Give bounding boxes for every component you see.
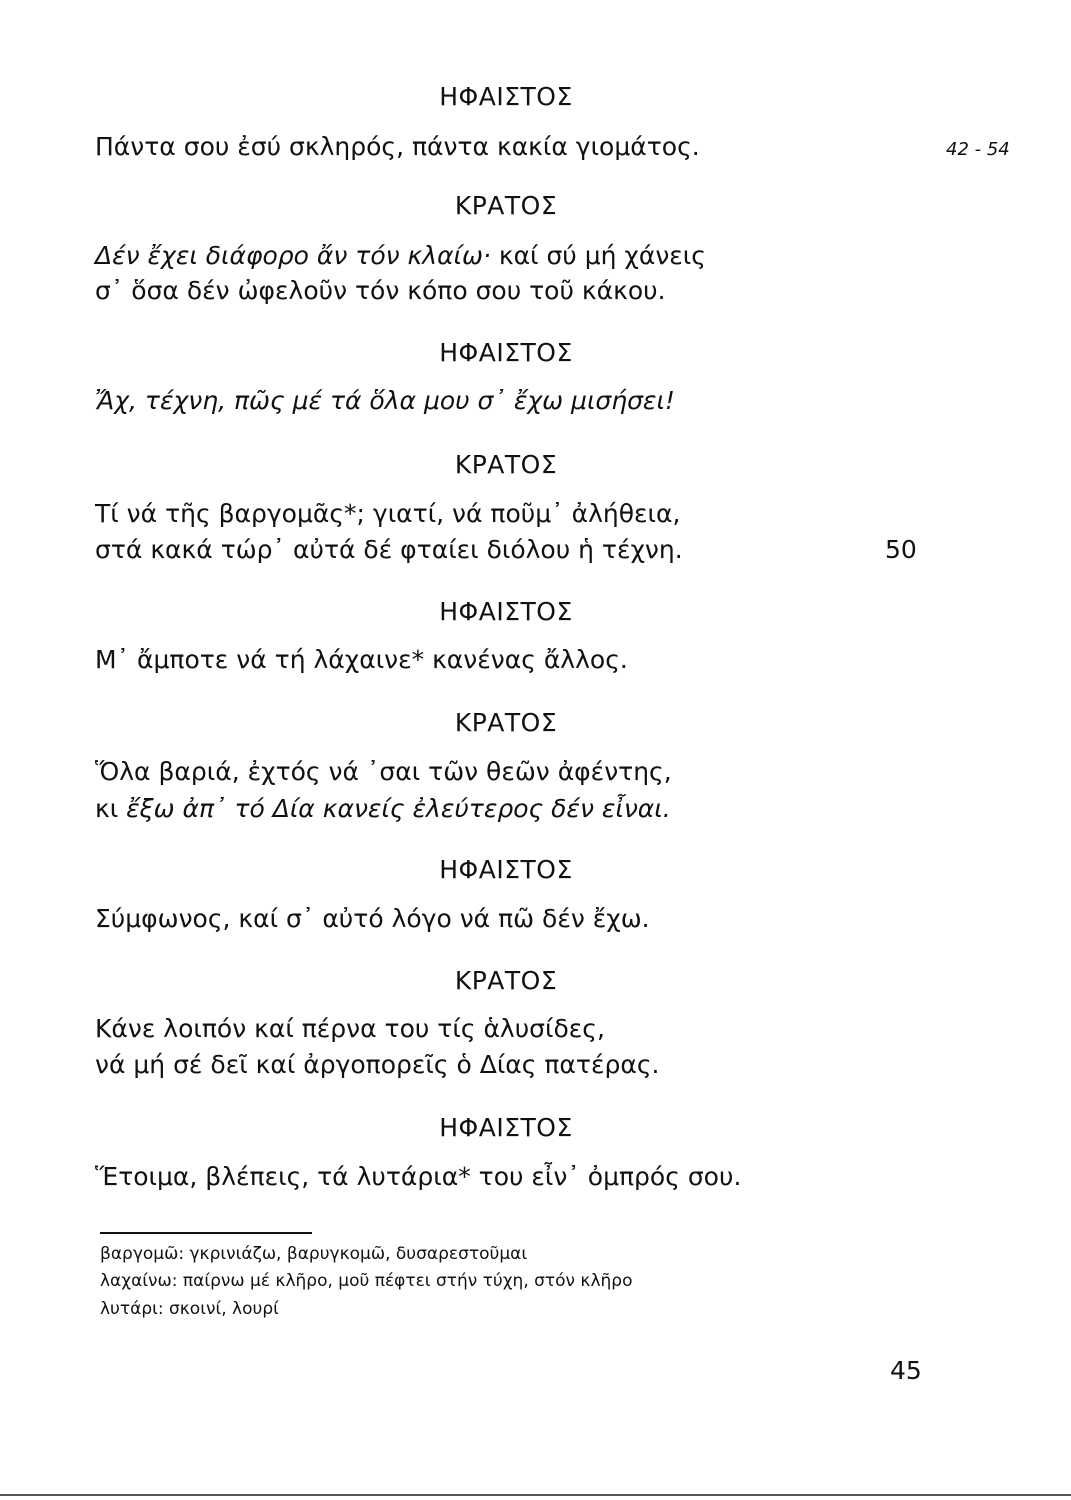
verse-line: Σύμφωνος, καί σ᾽ αὐτό λόγο νά πῶ δέν ἔχω. — [95, 904, 650, 933]
verse-segment: κι — [95, 794, 127, 823]
verse-line: Μ᾽ ἄμποτε νά τή λάχαινε* κανένας ἄλλος. — [95, 645, 628, 674]
footnote: βαργομῶ: γκρινιάζω, βαρυγκομῶ, δυσαρεστοῦμαι — [100, 1244, 528, 1264]
verse-italic-segment: ἔξω ἀπ᾽ τό Δία κανείς ἐλεύτερος δέν εἶναι. — [126, 794, 671, 823]
speaker-heading: ΗΦΑΙΣΤΟΣ — [439, 855, 573, 884]
speaker-heading: ΗΦΑΙΣΤΟΣ — [439, 1113, 573, 1142]
footnote: λαχαίνω: παίρνω μέ κλῆρο, μοῦ πέφτει στήν τύχη, στόν κλῆρο — [100, 1271, 633, 1291]
verse-line — [95, 794, 671, 823]
speaker-heading: ΗΦΑΙΣΤΟΣ — [439, 82, 573, 111]
verse-line: στά κακά τώρ᾽ αὐτά δέ φταίει διόλου ἡ τέχνη. — [95, 535, 683, 564]
speaker-heading: ΗΦΑΙΣΤΟΣ — [439, 338, 573, 367]
verse-line — [95, 241, 706, 270]
speaker-heading: ΗΦΑΙΣΤΟΣ — [439, 597, 573, 626]
verse-line: Κάνε λοιπόν καί πέρνα του τίς ἁλυσίδες, — [95, 1014, 605, 1043]
speaker-heading: ΚΡΑΤΟΣ — [454, 191, 558, 220]
line-number: 50 — [885, 535, 917, 564]
speaker-heading: ΚΡΑΤΟΣ — [454, 450, 558, 479]
page-number: 45 — [890, 1356, 922, 1385]
verse-italic-segment: Δέν ἔχει διάφορο ἄν τόν κλαίω· — [95, 241, 491, 270]
verse-line: νά μή σέ δεῖ καί ἀργοπορεῖς ὁ Δίας πατέρας. — [95, 1050, 660, 1079]
verse-line: Πάντα σου ἐσύ σκληρός, πάντα κακία γιομάτος. — [95, 132, 700, 161]
speaker-heading: ΚΡΑΤΟΣ — [454, 966, 558, 995]
verse-line: Ἄχ, τέχνη, πῶς μέ τά ὅλα μου σ᾽ ἔχω μισήσει! — [95, 386, 675, 415]
verse-line: σ᾽ ὅσα δέν ὠφελοῦν τόν κόπο σου τοῦ κάκου. — [95, 276, 666, 305]
speaker-heading: ΚΡΑΤΟΣ — [454, 708, 558, 737]
verse-line: Ὅλα βαριά, ἐχτός νά ᾽σαι τῶν θεῶν ἀφέντης, — [95, 757, 672, 786]
verse-segment: καί σύ μή χάνεις — [490, 241, 706, 270]
verse-line: Ἕτοιμα, βλέπεις, τά λυτάρια* του εἶν᾽ ὀμπρός σου. — [95, 1162, 742, 1191]
footnote: λυτάρι: σκοινί, λουρί — [100, 1299, 279, 1319]
scan-edge-line — [0, 1494, 1071, 1496]
footnote-divider — [100, 1232, 312, 1234]
verse-range-label: 42 - 54 — [946, 139, 1010, 160]
verse-line: Τί νά τῆς βαργομᾶς*; γιατί, νά ποῦμ᾽ ἀλήθεια, — [95, 499, 681, 528]
